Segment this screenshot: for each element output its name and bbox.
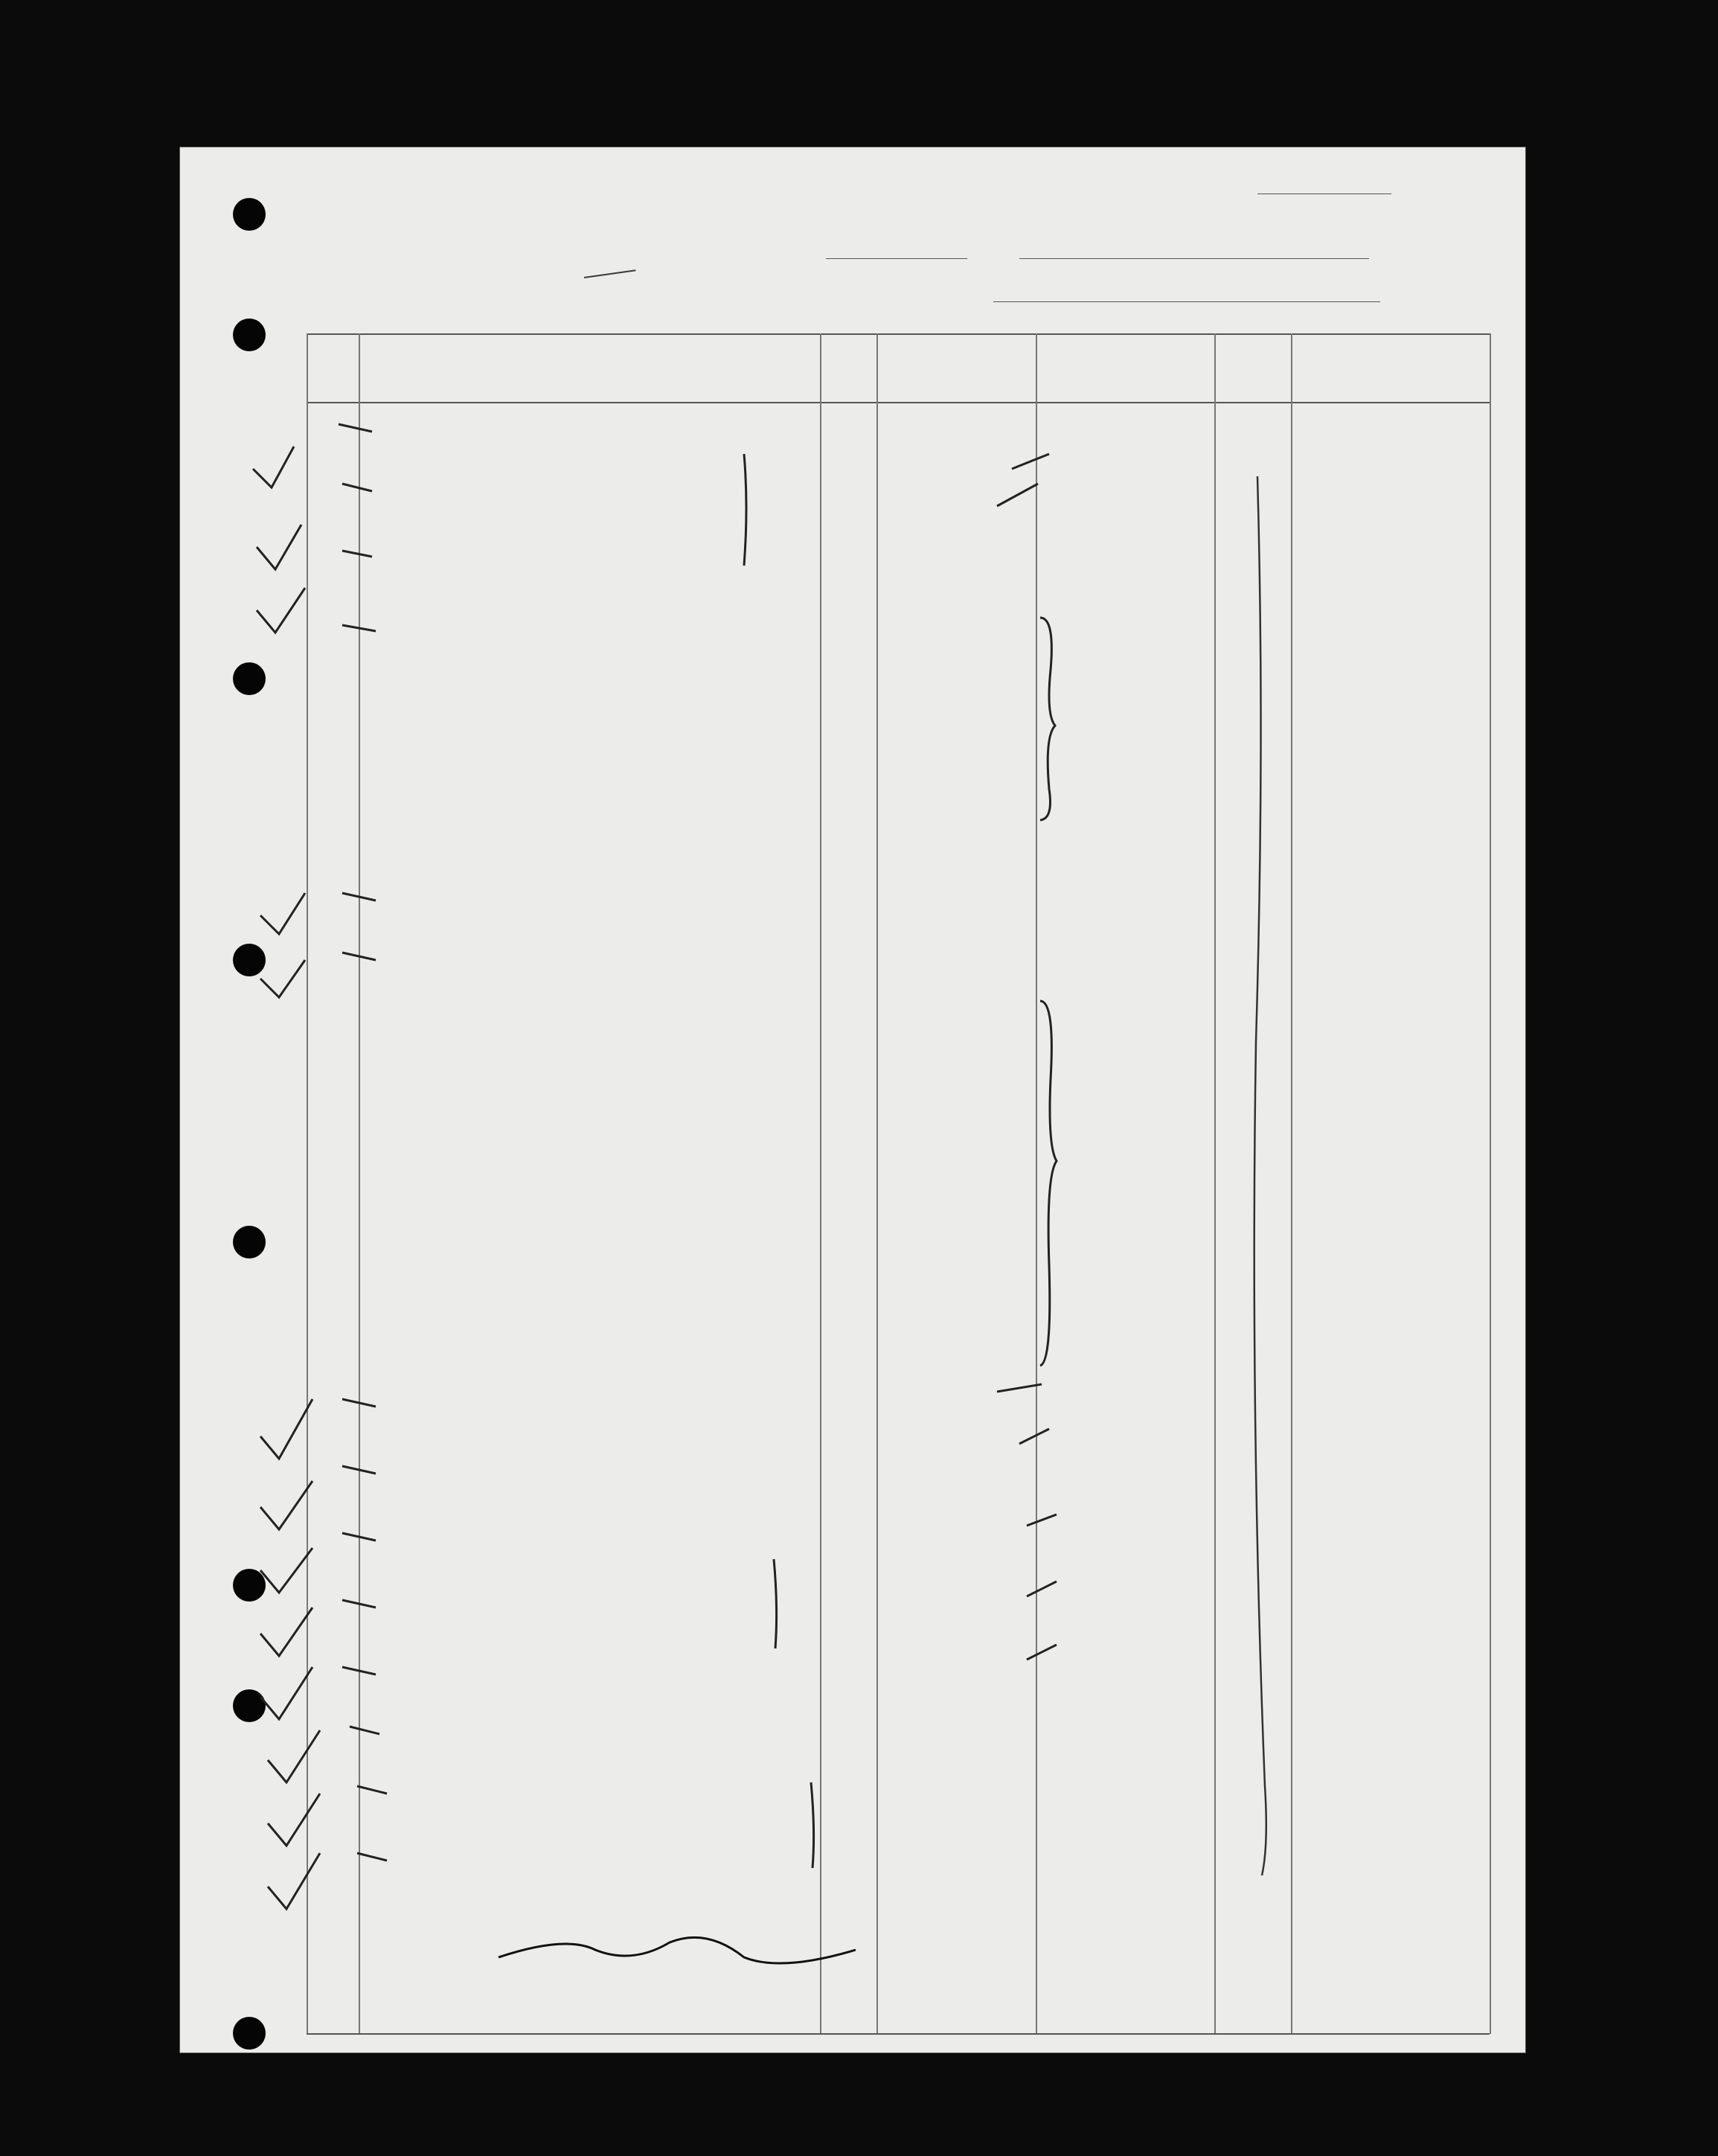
check-marks (253, 424, 1057, 1909)
head-tax-vertical-line (1254, 476, 1266, 1875)
bracket-goldschmidt (774, 1559, 777, 1648)
bracket-gildein (1040, 1001, 1057, 1366)
bracket-goliasz (811, 1782, 814, 1868)
bracket-ganson (744, 454, 746, 566)
bracket-gera (1040, 618, 1055, 820)
signature-underline (499, 1937, 856, 1963)
